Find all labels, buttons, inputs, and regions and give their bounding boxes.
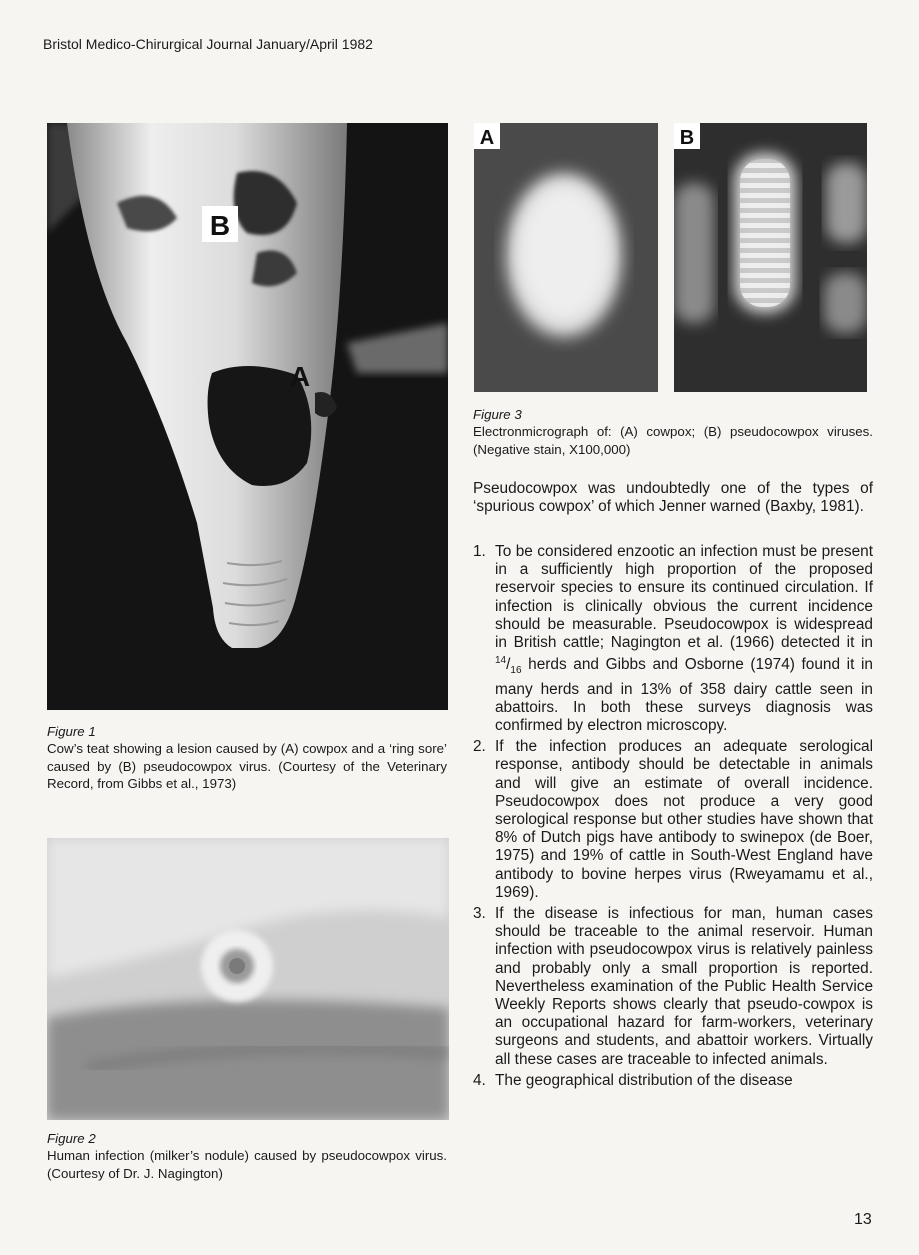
figure-3-panel-a-label bbox=[474, 123, 500, 149]
list-item-text: If the disease is infectious for man, human cases should be traceable to the animal reservoir. Human infection with pseudocowpox virus is relatively painless and probably only a small proportion is reported. Nevertheless examination of the Public Health Service Weekly Reports shows clearly that pseudo-cowpox is an occupational hazard for farm-workers, veterinary surgeons and students, and abattoir workers. Virtually all these cases are traceable to infected animals. bbox=[495, 905, 873, 1068]
list-item-text: To be considered enzootic an infection must be present in a sufficiently high proportion of the proposed reservoir species to ensure its continued circulation. If infection is clinically obvious the current incidence should be measurable. Pseudocowpox is widespread in British cattle; Nagington et al. (1966) detected it in $^{14}/_{16}$ herds and Gibbs and Osborne (1974) found it in many herds and in 13% of 358 dairy cattle seen in abattoirs. In both these surveys diagnosis was confirmed by electron microscopy. bbox=[495, 543, 873, 735]
list-item-number: 3. bbox=[473, 905, 486, 923]
page-number: 13 bbox=[854, 1211, 872, 1228]
figure-3-panel-b-label-text: B bbox=[679, 127, 695, 149]
list-item bbox=[473, 738, 873, 902]
list-item bbox=[473, 905, 873, 1069]
intro-paragraph: Pseudocowpox was undoubtedly one of the types of ‘spurious cowpox’ of which Jenner warned (Baxby, 1981). bbox=[473, 480, 873, 516]
list-item-text: The geographical distribution of the disease bbox=[495, 1071, 793, 1089]
list-item-text-part: To be considered enzootic an infection must be present in a sufficiently high proportion of the proposed reservoir species to ensure its continued circulation. If infection is clinically obvious the current incidence should be measurable. Pseudocowpox is widespread in British cattle; Nagington et al. (1966) detected it in bbox=[495, 543, 873, 652]
figure-2-caption-text: Human infection (milker’s nodule) caused by pseudocowpox virus. (Courtesy of Dr. J. Nagington) bbox=[47, 1148, 447, 1181]
figure-1-photo bbox=[47, 123, 448, 710]
fraction-numerator: 14 bbox=[495, 655, 507, 667]
figure-3-panel-a bbox=[474, 123, 658, 392]
figure-1-caption bbox=[47, 723, 447, 792]
figure-1-caption-text: Cow’s teat showing a lesion caused by (A) cowpox and a ‘ring sore’ caused by (B) pseudocowpox virus. (Courtesy of the Veterinary Record, from Gibbs et al., 1973) bbox=[47, 741, 447, 791]
running-head: Bristol Medico-Chirurgical Journal January/April 1982 bbox=[43, 36, 373, 52]
list-item-text-part: herds and Gibbs and Osborne (1974) found it in many herds and in 13% of 358 dairy cattle seen in abattoirs. In both these surveys diagnosis was confirmed by electron microscopy. bbox=[495, 656, 873, 735]
criteria-list bbox=[473, 543, 873, 1093]
figure-3-label: Figure 3 bbox=[473, 407, 522, 422]
figure-3-panel-a-label-text: A bbox=[479, 127, 495, 149]
figure-1-marker-a-text: A bbox=[289, 361, 311, 392]
figure-3-caption bbox=[473, 406, 873, 458]
list-item-text: If the infection produces an adequate serological response, antibody should be detectable in animals and will give an estimate of overall incidence. Pseudocowpox does not produce a very good serological response but other studies have shown that 8% of Dutch pigs have antibody to swinepox (de Boer, 1975) and 19% of cattle in South-West England have antibody to bovine herpes virus (Rweyamamu et al., 1969). bbox=[495, 738, 873, 901]
list-item-number: 4. bbox=[473, 1071, 486, 1089]
list-item bbox=[473, 543, 873, 735]
list-item-number: 1. bbox=[473, 543, 486, 560]
figure-3-panel-b bbox=[674, 123, 867, 392]
figure-1-marker-b-text: B bbox=[209, 210, 231, 241]
figure-2-photo bbox=[47, 838, 449, 1120]
figure-2-label: Figure 2 bbox=[47, 1131, 96, 1146]
list-item-number: 2. bbox=[473, 738, 486, 756]
figure-1-marker-b bbox=[202, 206, 238, 242]
figure-2-caption bbox=[47, 1130, 447, 1182]
figure-1-marker-a bbox=[290, 361, 310, 392]
figure-1-label: Figure 1 bbox=[47, 724, 96, 739]
figure-3-caption-text: Electronmicrograph of: (A) cowpox; (B) pseudocowpox viruses. (Negative stain, X100,000) bbox=[473, 424, 873, 457]
figure-3-panel-b-label bbox=[674, 123, 700, 149]
fraction-denominator: 16 bbox=[510, 665, 522, 677]
list-item bbox=[473, 1072, 873, 1090]
